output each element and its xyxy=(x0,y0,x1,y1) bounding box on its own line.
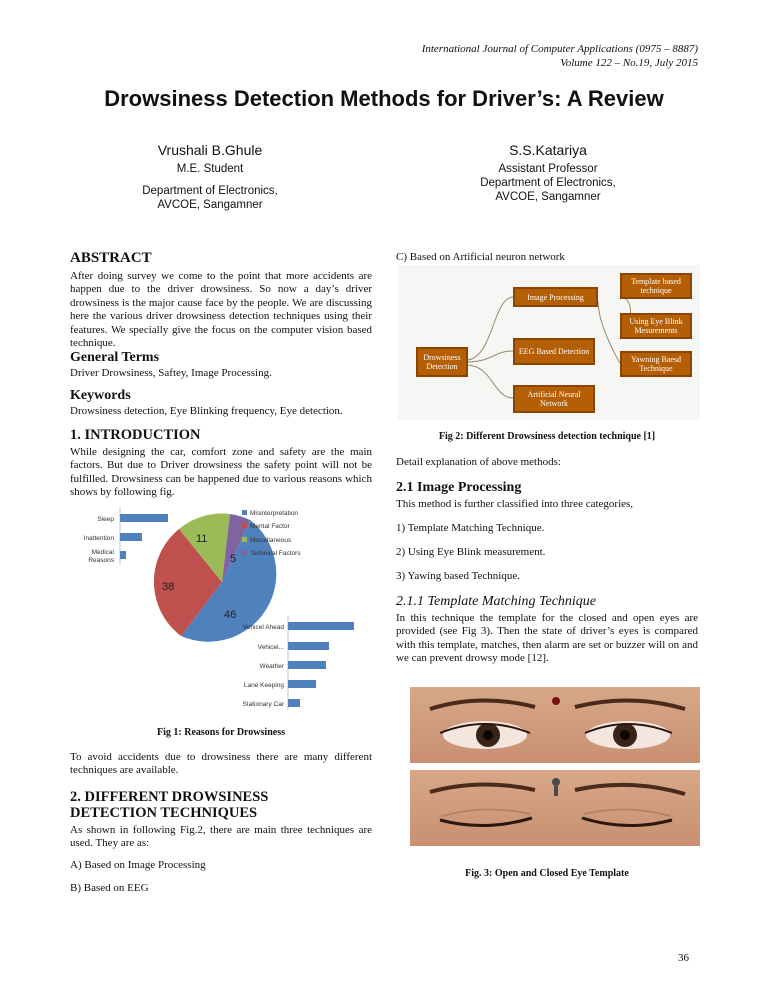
figure-2-caption: Fig 2: Different Drowsiness detection technique [1] xyxy=(438,431,656,442)
bar-vehicel-ahead xyxy=(288,622,354,630)
author-inst: AVCOE, Sangamner xyxy=(157,199,263,211)
keywords-heading: Keywords xyxy=(70,388,131,403)
section-2-1-1-text: In this technique the template for the closed and open eyes are provided (see Fig 3). Then the state of driver’s eyes is compared with this template, matches, then alarm are set or buzzer will on and we can prevent drowsy mode [12]. xyxy=(396,612,698,665)
abstract-text: After doing survey we come to the point that more accidents are happen due to the driver drowsiness. So now a day’s driver drowsiness is the major cause face by the people. We are discussing here the various driver drowsiness detection techniques using their features. We specially give the focus on the computer vision based technique. xyxy=(70,270,372,350)
abstract-heading: ABSTRACT xyxy=(70,250,152,266)
node-yawning-technique: Yawning Baesd Technique xyxy=(620,351,692,377)
paper-title: Drowsiness Detection Methods for Driver’s: A Review xyxy=(104,86,664,111)
bar-label-inattention: Inattention xyxy=(83,535,114,542)
section-2-heading-line2: DETECTION TECHNIQUES xyxy=(70,805,258,821)
legend-misinterpretation: Misinterpretation xyxy=(250,510,299,517)
author-dept: Department of Electronics, xyxy=(480,177,616,189)
bar-medical xyxy=(120,551,126,559)
section-2-heading-line1: 2. DIFFERENT DROWSINESS xyxy=(70,789,269,805)
pie-label-11: 11 xyxy=(196,533,208,545)
bar-inattention xyxy=(120,533,142,541)
node-drowsiness-detection: Drowsiness Detection xyxy=(416,347,468,377)
section-2-item-b: B) Based on EEG xyxy=(70,882,149,894)
section-2-1-item-3: 3) Yawing based Technique. xyxy=(396,570,520,582)
author-dept: Department of Electronics, xyxy=(142,185,278,197)
section-2-1-1-heading: 2.1.1 Template Matching Technique xyxy=(396,594,597,609)
legend-miscellaneous: Miscellaneous xyxy=(250,537,292,544)
intro-text: While designing the car, comfort zone and safety are the main factors. But due to Driver drowsiness the safety point will not be fulfilled. Drowsiness can be happened due to various reasons which shows by following fig. xyxy=(70,446,372,499)
figure-1-caption: Fig 1: Reasons for Drowsiness xyxy=(157,727,285,738)
node-eeg-detection: EEG Based Detection xyxy=(513,338,595,365)
legend-technical: Technical Factors xyxy=(250,550,301,557)
section-2-1-text: This method is further classified into three categories, xyxy=(396,498,634,510)
author-role: M.E. Student xyxy=(176,163,244,175)
figure-3-caption: Fig. 3: Open and Closed Eye Template xyxy=(465,868,629,879)
section-2-1-item-2: 2) Using Eye Blink measurement. xyxy=(396,546,546,558)
bar-label-medical: Medical xyxy=(91,549,114,556)
general-terms-text: Driver Drowsiness, Saftey, Image Processing. xyxy=(70,367,272,379)
bar-label-weather: Weather xyxy=(259,663,284,670)
journal-name: International Journal of Computer Applications (0975 – 8887) xyxy=(421,43,698,55)
keywords-text: Drowsiness detection, Eye Blinking frequency, Eye detection. xyxy=(70,405,343,417)
author-name: Vrushali B.Ghule xyxy=(157,142,263,158)
node-artificial-neural-network: Artificial Neural Network xyxy=(513,385,595,413)
bar-label-vehicel: Vehicel... xyxy=(257,644,284,651)
intro-heading: 1. INTRODUCTION xyxy=(70,427,201,443)
closed-eyes-image xyxy=(410,770,700,846)
bar-label-vehicel-ahead: Vehicel Ahead xyxy=(242,624,284,631)
node-template-technique: Template based technique xyxy=(620,273,692,299)
figure-2 xyxy=(398,265,700,420)
bar-vehicel xyxy=(288,642,329,650)
bar-weather xyxy=(288,661,326,669)
intro-after-figure: To avoid accidents due to drowsiness there are many different techniques are available. xyxy=(70,751,372,777)
legend-mental: Mental Factor xyxy=(250,523,290,530)
bar-label-sleep: Sleep xyxy=(97,516,114,523)
general-terms-heading: General Terms xyxy=(70,350,160,365)
bar-sleep xyxy=(120,514,168,522)
author-name: S.S.Katariya xyxy=(509,142,587,158)
detail-text: Detail explanation of above methods: xyxy=(396,456,561,468)
journal-volume: Volume 122 – No.19, July 2015 xyxy=(560,57,698,69)
page-number: 36 xyxy=(678,952,689,964)
author-1 xyxy=(110,142,310,212)
pie-label-5: 5 xyxy=(230,553,237,565)
pie-label-38: 38 xyxy=(162,581,175,593)
open-eyes-drawing xyxy=(410,687,700,763)
author-inst: AVCOE, Sangamner xyxy=(495,191,601,203)
section-2-item-c: C) Based on Artificial neuron network xyxy=(396,251,565,263)
closed-eyes-drawing xyxy=(410,770,700,846)
journal-header xyxy=(422,42,698,70)
author-2 xyxy=(448,142,648,204)
section-2-heading xyxy=(70,789,268,821)
bar-label-stationary-car: Stationary Car xyxy=(242,701,284,708)
author-role: Assistant Professor xyxy=(498,163,598,175)
figure-1-chart xyxy=(72,502,372,720)
bar-label-reasons: Reasons xyxy=(88,557,114,564)
bar-stationary-car xyxy=(288,699,300,707)
node-eye-blink: Using Eye Blink Mesurements xyxy=(620,313,692,339)
open-eyes-image xyxy=(410,687,700,763)
section-2-1-item-1: 1) Template Matching Technique. xyxy=(396,522,545,534)
section-2-item-a: A) Based on Image Processing xyxy=(70,859,206,871)
section-2-1-heading: 2.1 Image Processing xyxy=(396,480,522,495)
pie-label-46: 46 xyxy=(224,609,237,621)
bar-lane-keeping xyxy=(288,680,316,688)
section-2-text: As shown in following Fig.2, there are main three techniques are used. They are as: xyxy=(70,824,372,850)
node-image-processing: Image Processing xyxy=(513,287,598,307)
figure-1 xyxy=(72,502,372,720)
bar-label-lane-keeping: Lane Keeping xyxy=(243,682,284,689)
